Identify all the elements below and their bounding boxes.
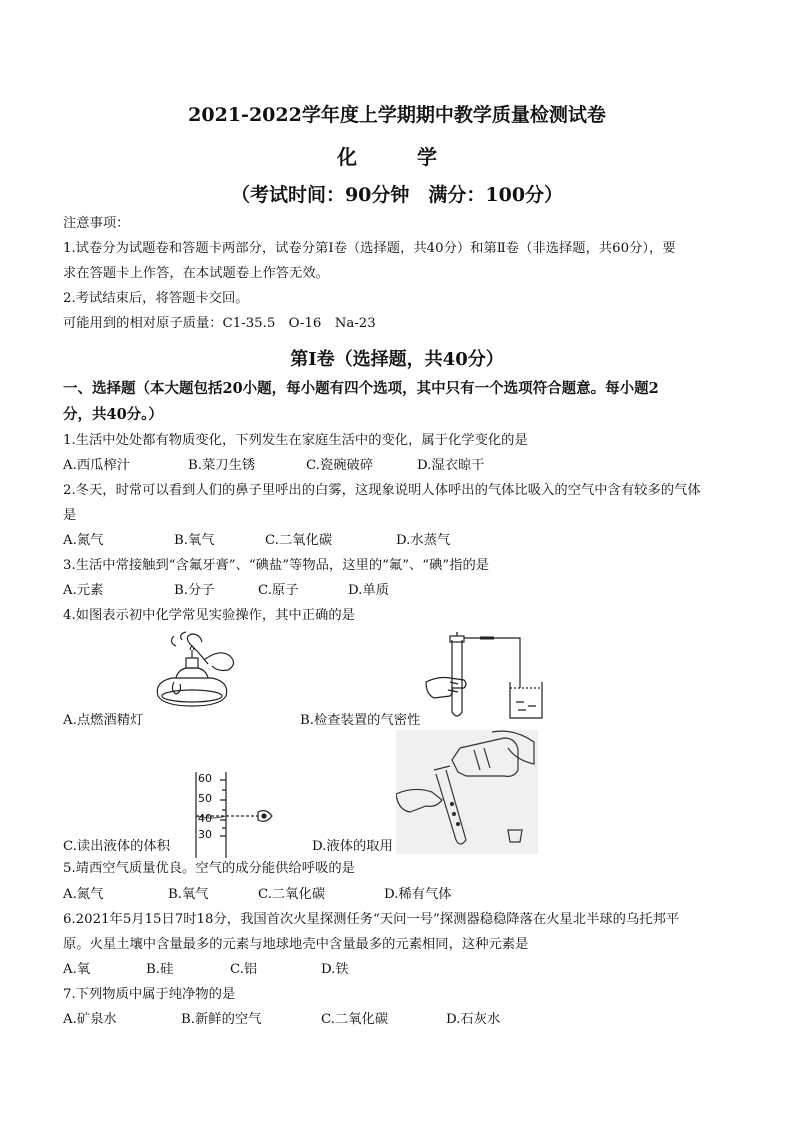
q7-stem: 7.下列物质中属于纯净物的是 <box>63 987 236 1002</box>
note-1-line-2: 求在答题卡上作答，在本试题卷上作答无效。 <box>63 266 329 281</box>
q6-option-d[interactable]: D.铁 <box>321 962 349 977</box>
note-2: 2.考试结束后，将答题卡交回。 <box>63 291 249 306</box>
scale-tick-30: 30 <box>198 828 212 841</box>
q2-option-a[interactable]: A.氮气 <box>63 533 104 548</box>
atomic-mass-line: 可能用到的相对原子质量：C1-35.5 O-16 Na-23 <box>63 316 376 331</box>
q4-option-c[interactable]: C.读出液体的体积 <box>63 839 171 854</box>
scale-tick-60: 60 <box>198 772 212 785</box>
q7-option-a[interactable]: A.矿泉水 <box>63 1012 117 1027</box>
note-1-line-1: 1.试卷分为试题卷和答题卡两部分，试卷分第Ⅰ卷（选择题，共40分）和第Ⅱ卷（非选择题，共60分），要 <box>63 241 676 256</box>
q2-option-d[interactable]: D.水蒸气 <box>396 533 451 548</box>
q1-stem: 1.生活中处处都有物质变化，下列发生在家庭生活中的变化，属于化学变化的是 <box>63 433 528 448</box>
scale-tick-50: 50 <box>198 792 212 805</box>
q6-option-a[interactable]: A.氧 <box>63 962 91 977</box>
graduated-cylinder-figure <box>186 772 276 858</box>
q3-option-b[interactable]: B.分子 <box>174 583 215 598</box>
exam-info: （考试时间：90分钟 满分：100分） <box>230 184 564 206</box>
q2-option-c[interactable]: C.二氧化碳 <box>265 533 333 548</box>
q7-option-d[interactable]: D.石灰水 <box>446 1012 501 1027</box>
q6-stem-line-2: 原。火星土壤中含量最多的元素与地球地壳中含量最多的元素相同，这种元素是 <box>63 937 529 952</box>
section-1-instructions-1: 一、选择题（本大题包括20小题，每小题有四个选项，其中只有一个选项符合题意。每小题2 <box>63 380 659 397</box>
q5-stem: 5.靖西空气质量优良。空气的成分能供给呼吸的是 <box>63 861 355 876</box>
q3-option-a[interactable]: A.元素 <box>63 583 104 598</box>
q6-option-c[interactable]: C.铝 <box>230 962 258 977</box>
q5-option-c[interactable]: C.二氧化碳 <box>258 887 326 902</box>
alcohol-lamp-figure <box>146 630 242 710</box>
subject-title: 化 学 <box>337 145 457 169</box>
notes-label: 注意事项： <box>63 216 130 231</box>
q3-stem: 3.生活中常接触到“含氟牙膏”、“碘盐”等物品，这里的“氟”、“碘”指的是 <box>63 558 490 573</box>
scale-tick-40: 40 <box>198 812 212 825</box>
q7-option-c[interactable]: C.二氧化碳 <box>321 1012 389 1027</box>
q3-option-d[interactable]: D.单质 <box>348 583 390 598</box>
q1-option-b[interactable]: B.菜刀生锈 <box>188 458 256 473</box>
section-1-title: 第Ⅰ卷（选择题，共40分） <box>290 349 504 370</box>
q4-option-d[interactable]: D.液体的取用 <box>312 839 393 854</box>
q4-option-a[interactable]: A.点燃酒精灯 <box>63 713 144 728</box>
q2-stem-line-1: 2.冬天，时常可以看到人们的鼻子里呼出的白雾，这现象说明人体呼出的气体比吸入的空气中含有较多的气体 <box>63 483 701 498</box>
q5-option-b[interactable]: B.氧气 <box>168 887 209 902</box>
q2-stem-line-2: 是 <box>63 508 77 523</box>
q2-option-b[interactable]: B.氧气 <box>174 533 215 548</box>
q6-option-b[interactable]: B.硅 <box>146 962 174 977</box>
q4-option-b[interactable]: B.检查装置的气密性 <box>300 713 421 728</box>
q5-option-d[interactable]: D.稀有气体 <box>384 887 452 902</box>
q1-option-a[interactable]: A.西瓜榨汁 <box>63 458 131 473</box>
q3-option-c[interactable]: C.原子 <box>258 583 299 598</box>
exam-title: 2021-2022学年度上学期期中教学质量检测试卷 <box>188 104 606 126</box>
airtightness-figure <box>424 632 550 722</box>
q1-option-d[interactable]: D.湿衣晾干 <box>417 458 485 473</box>
q4-stem: 4.如图表示初中化学常见实验操作，其中正确的是 <box>63 608 355 623</box>
liquid-transfer-figure <box>396 730 538 854</box>
q7-option-b[interactable]: B.新鲜的空气 <box>181 1012 262 1027</box>
q5-option-a[interactable]: A.氮气 <box>63 887 104 902</box>
section-1-instructions-2: 分，共40分。） <box>63 406 163 423</box>
q6-stem-line-1: 6.2021年5月15日7时18分，我国首次火星探测任务“天问一号”探测器稳稳降落在火星北半球的乌托邦平 <box>63 912 680 927</box>
q1-option-c[interactable]: C.瓷碗破碎 <box>306 458 374 473</box>
